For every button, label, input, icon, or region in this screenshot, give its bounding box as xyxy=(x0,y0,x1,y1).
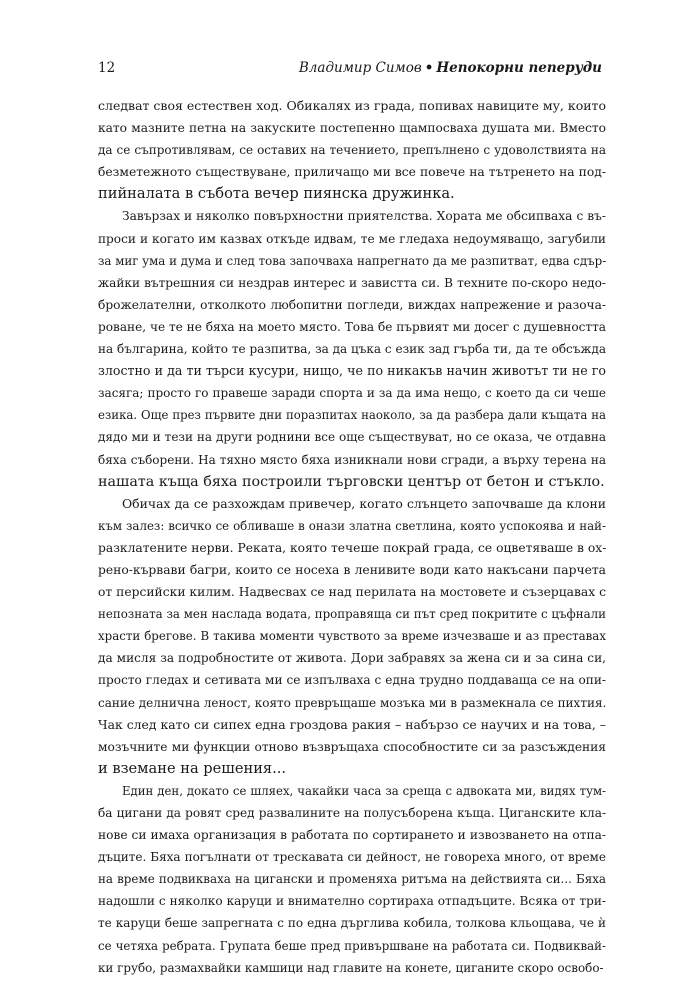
text-line: Един ден, докато се шляех, чакайки часа за среща с адвоката ми, видях тум- xyxy=(122,783,606,798)
text-line: надошли с няколко каруци и внимателно сортираха отпадъците. Всяка от три- xyxy=(98,894,606,909)
author-name: Владимир Симов xyxy=(298,60,422,76)
text-line: проси и когато им казвах откъде идвам, те ме гледаха недоумяващо, загубили xyxy=(98,231,606,246)
text-line: следват своя естествен ход. Обикалях из града, попивах навиците му, които xyxy=(98,98,606,113)
text-line: просто гледах и сетивата ми се изпълваха с една трудно поддаваща се на опи- xyxy=(98,673,606,688)
text-line: дядо ми и тези на други роднини все още съществуват, но се оказа, че отдавна xyxy=(98,430,606,445)
text-line: злостно и да ти търси кусури, нищо, че по никакъв начин животът ти не го xyxy=(98,363,606,379)
text-line: рено-кървави багри, които се носеха в ленивите води като накъсани парчета xyxy=(98,562,606,577)
text-line: разклатените нерви. Реката, която течеше покрай града, се оцветяваше в ох- xyxy=(98,540,607,555)
text-line: Чак след като си сипех една гроздова ракия – набързо се научих и на това, – xyxy=(98,716,606,732)
text-line: пийналата в събота вечер пиянска дружинка. xyxy=(98,185,455,203)
text-line: брожелателни, отколкото любопитни погледи, виждах напрежение и разоча- xyxy=(98,297,606,312)
text-line: роване, че те не бяха на моето място. Това бе първият ми досег с душевността xyxy=(98,319,606,334)
body-text xyxy=(98,95,606,979)
text-line: ки грубо, размахвайки камшици над главите на конете, циганите скоро освобо- xyxy=(98,960,604,975)
paragraph xyxy=(98,493,606,780)
text-line: се четяха ребрата. Групата беше пред привършване на работата си. Подвиквай- xyxy=(98,938,606,953)
page-header xyxy=(98,58,602,78)
text-line: мозъчните ми функции отново възвръщаха способностите си за разсъждения xyxy=(98,739,606,754)
text-line: да мисля за подробностите от живота. Дори забравях за жена си и за сина си, xyxy=(98,651,606,666)
text-line: Завързах и няколко повърхностни приятелства. Хората ме обсипваха с въ- xyxy=(122,209,606,224)
text-line: храсти брегове. В такива моменти чувството за време изчезваше и аз преставах xyxy=(98,629,606,644)
running-head xyxy=(299,58,602,78)
text-line: на време подвикваха на цигански и променяха ритъма на действията си... Бяха xyxy=(98,872,606,887)
text-line: непозната за мен наслада водата, проправяща си път сред покритите с цъфнали xyxy=(98,607,606,622)
text-line: жайки вътрешния си нездрав интерес и завистта си. В техните по-скоро недо- xyxy=(98,275,606,290)
text-line: да се съпротивлявам, се оставих на течението, препълнено с удоволствията на xyxy=(98,143,606,158)
page-number: 12 xyxy=(98,60,116,76)
book-title: Непокорни пеперуди xyxy=(436,60,602,76)
text-line: езика. Още през първите дни поразпитах наоколо, за да разбера дали къщата на xyxy=(98,408,606,423)
text-line: дъците. Бяха погълнати от трескавата си дейност, не говореха много, от време xyxy=(98,850,606,865)
text-line: към залез: всичко се обливаше в онази златна светлина, която успокоява и най- xyxy=(98,518,606,533)
paragraph xyxy=(98,205,606,492)
text-line: сание делнична леност, която превръщаше мозъка ми в размекнала се пихтия. xyxy=(98,695,607,710)
header-separator: • xyxy=(424,60,434,76)
text-line: безметежното съществуване, приличащо ми все повече на тътренето на под- xyxy=(98,165,606,180)
text-line: бяха съборени. На тяхно място бяха изникнали нови сгради, а върху терена на xyxy=(98,452,606,467)
text-line: засяга; просто го правеше заради спорта и за да има нещо, с което да си чеше xyxy=(98,386,606,401)
text-line: нове си имаха организация в работата по сортирането и извозването на отпа- xyxy=(98,828,606,843)
text-line: и вземане на решения... xyxy=(98,759,287,777)
text-line: те каруци беше запрегната с по една дърглива кобила, толкова кльощава, че ѝ xyxy=(98,916,606,931)
text-line: ба цигани да ровят сред развалините на полусъборена къща. Циганските кла- xyxy=(98,806,606,820)
text-line: като мазните петна на закуските постепенно щампосваха душата ми. Вместо xyxy=(98,121,606,136)
paragraph xyxy=(98,95,606,205)
text-line: Обичах да се разхождам привечер, когато слънцето започваше да клони xyxy=(122,495,606,511)
paragraph xyxy=(98,780,606,979)
text-line: от персийски килим. Надвесвах се над перилата на мостовете и съзерцавах с xyxy=(98,585,606,600)
text-line: за миг ума и дума и след това започваха напрегнато да ме разпитват, едва сдър- xyxy=(98,253,607,268)
text-line: нашата къща бяха построили търговски център от бетон и стъкло. xyxy=(98,473,605,490)
text-line: на българина, който те разпитва, за да цъка с език зад гърба ти, да те обсъжда xyxy=(98,342,606,357)
